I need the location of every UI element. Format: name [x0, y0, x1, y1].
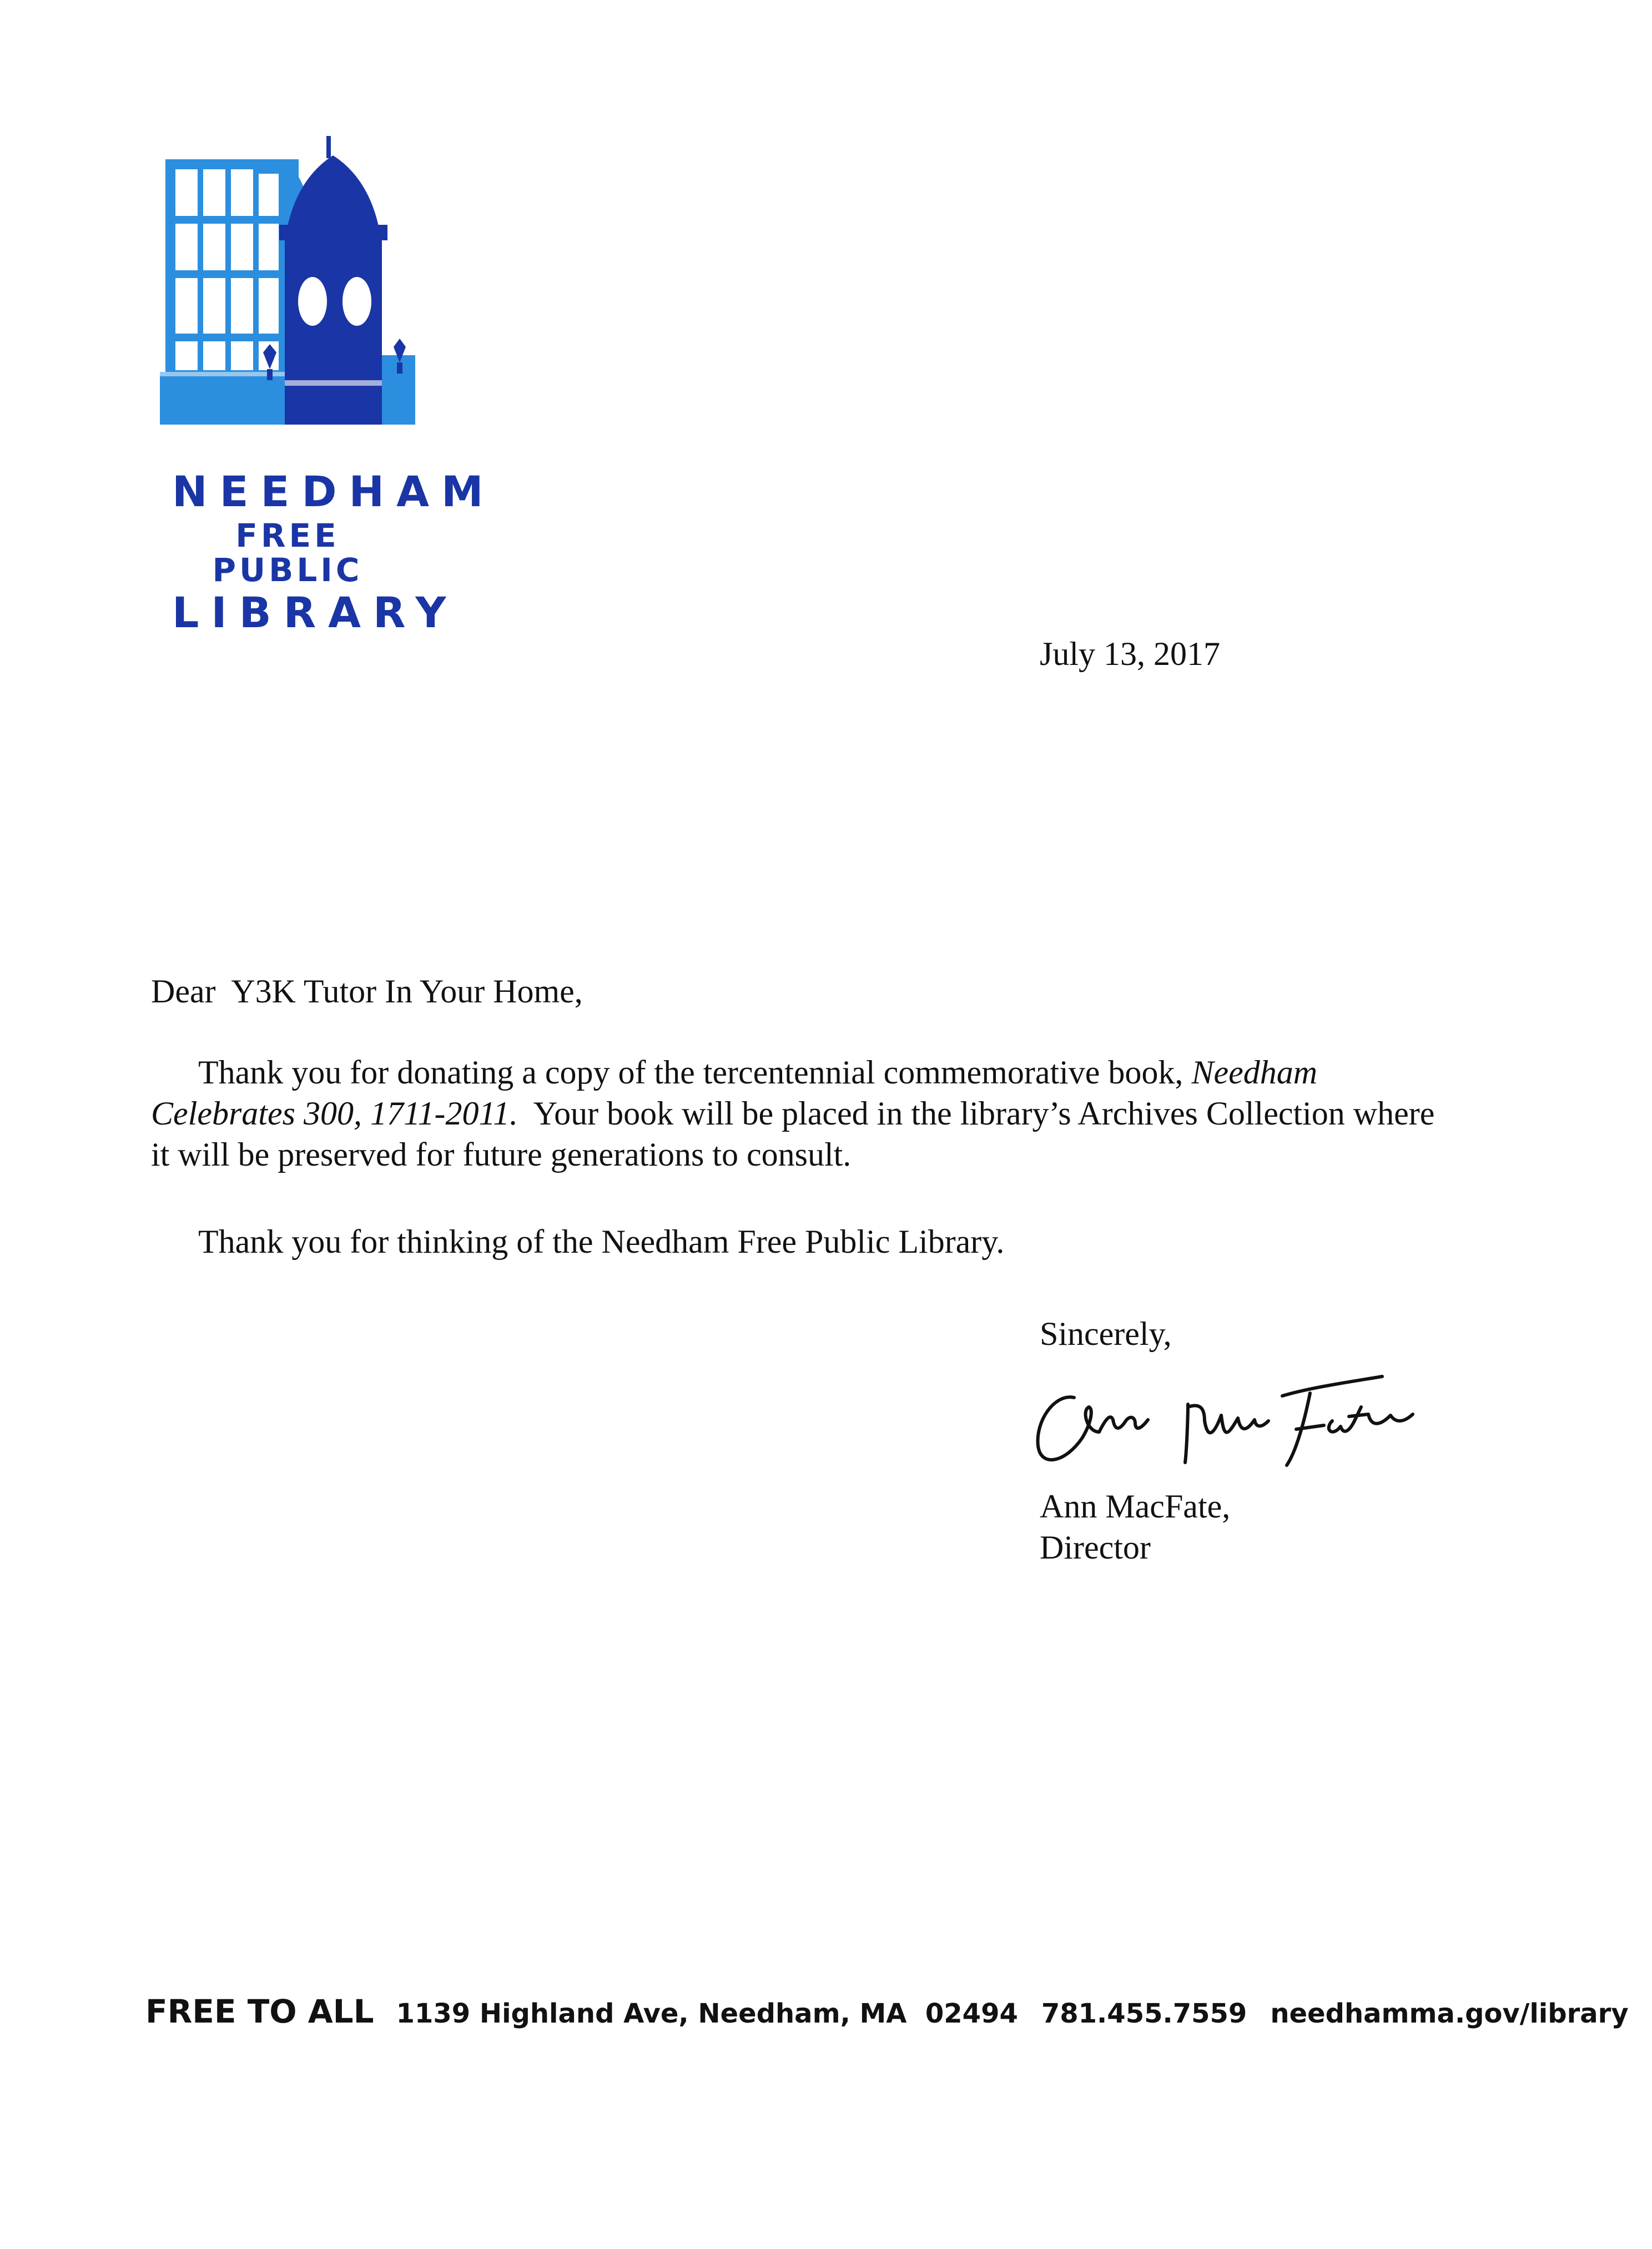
- body-paragraph-1: [151, 1052, 1455, 1175]
- closing: Sincerely,: [1040, 1315, 1172, 1352]
- logo-line-free-public: FREE PUBLIC: [212, 517, 363, 589]
- handwritten-signature: [1021, 1354, 1443, 1482]
- paragraph-1-rest: Your book will be placed in the library’s Archives Collection where it will be preserved for future generations to consult.: [151, 1095, 1443, 1173]
- footer-phone: 781.455.7559: [1041, 1998, 1247, 2029]
- body-paragraph-2: Thank you for thinking of the Needham Free Public Library.: [198, 1223, 1005, 1260]
- library-building-clock-tower-logo: [160, 125, 415, 425]
- letterhead-footer: [145, 1993, 1652, 2030]
- footer-tagline: FREE TO ALL: [145, 1993, 374, 2030]
- footer-address: 1139 Highland Ave, Needham, MA 02494: [396, 1998, 1018, 2029]
- footer-website: needhamma.gov/library: [1270, 1998, 1629, 2029]
- signer-title: Director: [1040, 1529, 1151, 1566]
- library-logo-name: [160, 467, 496, 637]
- book-title: Needham Celebrates 300, 1711-2011.: [151, 1054, 1326, 1132]
- signer-block: [1040, 1486, 1230, 1568]
- salutation: Dear Y3K Tutor In Your Home,: [151, 973, 583, 1010]
- signer-name: Ann MacFate,: [1040, 1488, 1231, 1525]
- letter-date: July 13, 2017: [1040, 636, 1221, 672]
- logo-line-needham: NEEDHAM: [172, 467, 496, 516]
- logo-line-library: LIBRARY: [172, 588, 459, 637]
- paragraph-1-intro: Thank you for donating a copy of the tercentennial commemorative book,: [198, 1054, 1192, 1091]
